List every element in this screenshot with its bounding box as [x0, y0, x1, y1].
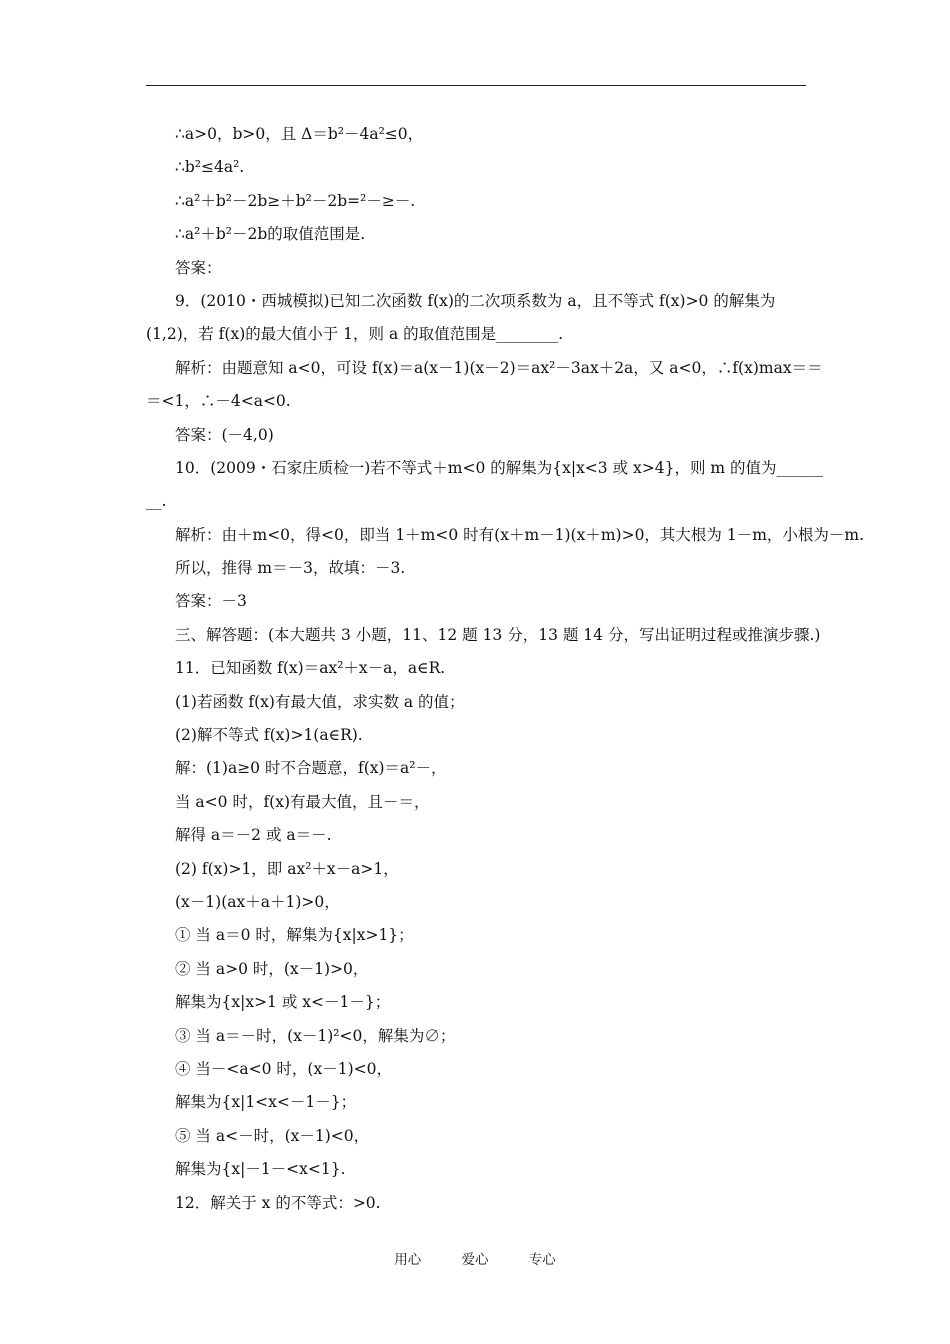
question-11-part-1: (1)若函数 f(x)有最大值，求实数 a 的值；	[175, 692, 465, 711]
case-5-result: 解集为{x|－1－<x<1}.	[175, 1160, 346, 1179]
document-body	[146, 118, 865, 1220]
case-5: ⑤ 当 a<－时，(x－1)<0，	[175, 1126, 370, 1145]
solution-11: (x－1)(ax＋a＋1)>0，	[175, 892, 340, 911]
text-line: ∴a²＋b²－2b的取值范围是.	[175, 225, 366, 244]
page-footer	[0, 1248, 950, 1268]
solution-10-cont: 所以，推得 m＝－3，故填：－3.	[175, 559, 406, 578]
case-2: ② 当 a>0 时，(x－1)>0，	[175, 959, 369, 978]
answer-9: 答案：(－4,0)	[175, 425, 274, 444]
footer-text: 爱心	[461, 1252, 489, 1268]
footer-text: 专心	[528, 1252, 556, 1268]
solution-11: (2) f(x)>1，即 ax²＋x－a>1，	[175, 859, 399, 878]
solution-11: 当 a<0 时，f(x)有最大值，且－＝，	[175, 792, 430, 811]
case-3: ③ 当 a＝－时，(x－1)²<0，解集为∅；	[175, 1026, 456, 1045]
solution-10: 解析：由＋m<0，得<0，即当 1＋m<0 时有(x＋m－1)(x＋m)>0，其大根为 1－m，小根为－m.	[175, 525, 865, 544]
text-line: ∴a>0，b>0，且 Δ＝b²－4a²≤0，	[175, 125, 424, 143]
solution-11: 解得 a＝－2 或 a＝－.	[175, 826, 332, 845]
case-2-result: 解集为{x|x>1 或 x<－1－}；	[175, 993, 391, 1012]
answer-label: 答案：	[175, 258, 222, 277]
case-1: ① 当 a＝0 时，解集为{x|x>1}；	[175, 926, 414, 945]
text-line: ∴a²＋b²－2b≥＋b²－2b=²－≥－.	[175, 191, 416, 210]
question-9-cont: (1,2)，若 f(x)的最大值小于 1，则 a 的取值范围是________.	[146, 325, 564, 344]
question-12: 12．解关于 x 的不等式：>0.	[175, 1193, 381, 1212]
header-rule	[146, 85, 806, 86]
question-10-cont: __.	[146, 492, 167, 511]
question-11: 11．已知函数 f(x)＝ax²＋x－a，a∈R.	[175, 659, 446, 678]
case-4-result: 解集为{x|1<x<－1－}；	[175, 1093, 357, 1112]
solution-9-cont: ＝<1，∴－4<a<0.	[146, 392, 291, 411]
case-4: ④ 当－<a<0 时，(x－1)<0，	[175, 1059, 392, 1078]
text-line: ∴b²≤4a².	[175, 158, 245, 177]
question-9: 9．(2010・西城模拟)已知二次函数 f(x)的二次项系数为 a，且不等式 f(x)>0 的解集为	[175, 291, 776, 310]
question-11-part-2: (2)解不等式 f(x)>1(a∈R).	[175, 726, 363, 745]
section-heading: 三、解答题：(本大题共 3 小题，11、12 题 13 分，13 题 14 分，写出证明过程或推演步骤.)	[175, 625, 821, 644]
footer-text: 用心	[394, 1252, 422, 1268]
solution-9: 解析：由题意知 a<0，可设 f(x)＝a(x－1)(x－2)＝ax²－3ax＋2a，又 a<0，∴f(x)max＝＝	[175, 358, 823, 377]
answer-10: 答案：－3	[175, 592, 247, 611]
solution-11: 解：(1)a≥0 时不合题意，f(x)＝a²－，	[175, 759, 447, 778]
question-10: 10．(2009・石家庄质检一)若不等式＋m<0 的解集为{x|x<3 或 x>4}，则 m 的值为______	[175, 458, 824, 477]
